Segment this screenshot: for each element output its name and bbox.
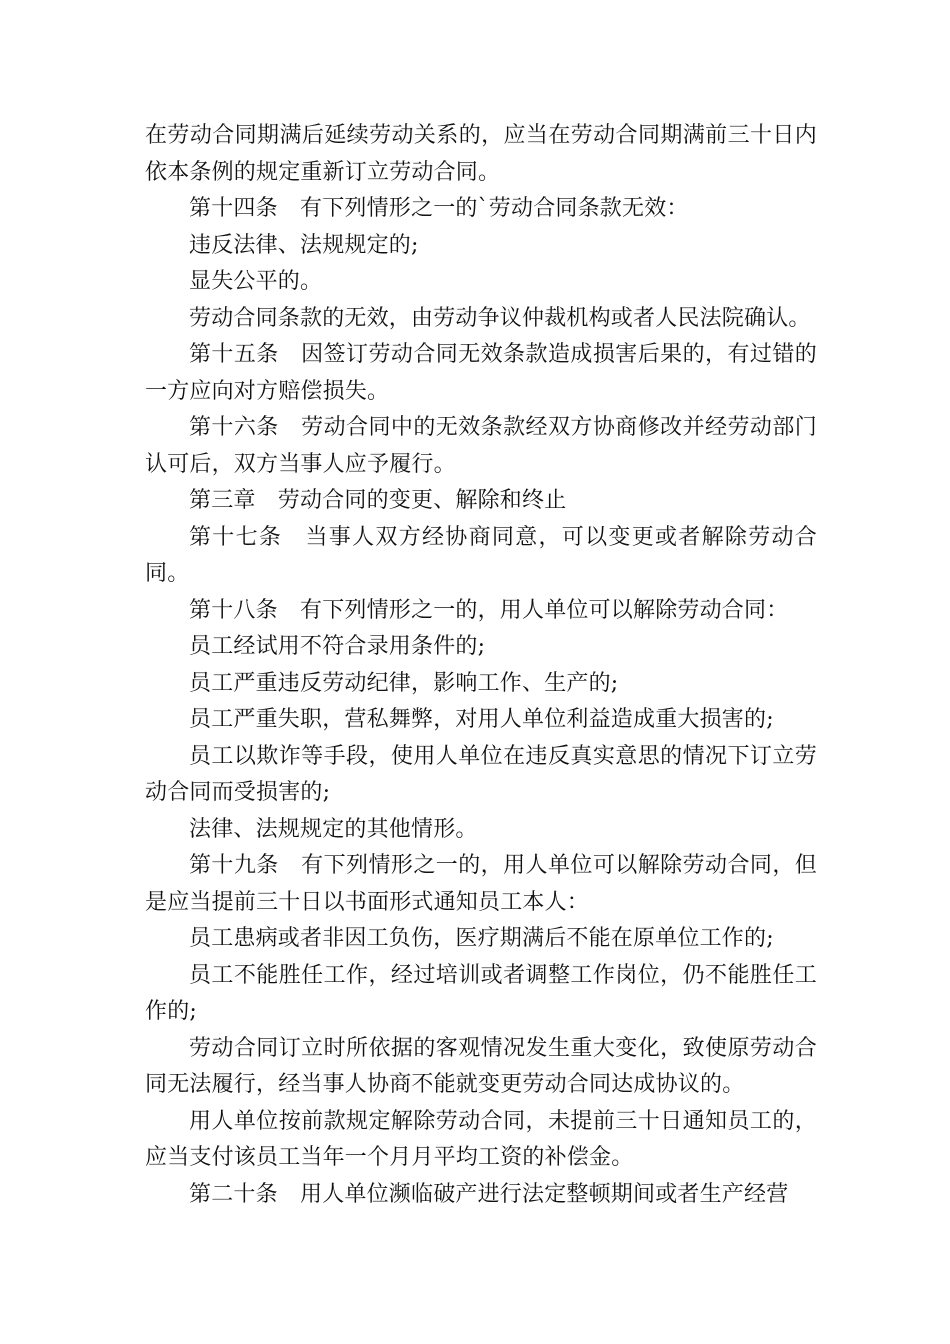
paragraph: 员工严重失职，营私舞弊，对用人单位利益造成重大损害的; bbox=[189, 707, 774, 732]
paragraph: 第三章 劳动合同的变更、解除和终止 bbox=[189, 488, 567, 513]
paragraph: 在劳动合同期满后延续劳动关系的，应当在劳动合同期满前三十日内依本条例的规定重新订立劳动合同。 bbox=[145, 123, 817, 185]
paragraph: 劳动合同订立时所依据的客观情况发生重大变化，致使原劳动合同无法履行，经当事人协商不能就变更劳动合同达成协议的。 bbox=[145, 1035, 817, 1097]
paragraph: 第十五条 因签订劳动合同无效条款造成损害后果的，有过错的一方应向对方赔偿损失。 bbox=[145, 342, 817, 404]
paragraph: 违反法律、法规规定的; bbox=[189, 232, 419, 258]
paragraph: 员工患病或者非因工负伤，医疗期满后不能在原单位工作的; bbox=[189, 926, 774, 951]
paragraph: 第十八条 有下列情形之一的，用人单位可以解除劳动合同： bbox=[189, 597, 789, 623]
paragraph: 显失公平的。 bbox=[189, 269, 323, 294]
paragraph: 员工不能胜任工作，经过培训或者调整工作岗位，仍不能胜任工作的; bbox=[145, 962, 817, 1024]
paragraph: 员工以欺诈等手段，使用人单位在违反真实意思的情况下订立劳动合同而受损害的; bbox=[145, 743, 817, 805]
paragraph: 法律、法规规定的其他情形。 bbox=[189, 816, 478, 842]
paragraph: 第十六条 劳动合同中的无效条款经双方协商修改并经劳动部门认可后，双方当事人应予履行。 bbox=[145, 415, 817, 477]
paragraph: 第十七条 当事人双方经协商同意，可以变更或者解除劳动合同。 bbox=[145, 524, 817, 586]
paragraph: 员工经试用不符合录用条件的; bbox=[189, 634, 486, 659]
paragraph: 第十九条 有下列情形之一的，用人单位可以解除劳动合同，但是应当提前三十日以书面形式通知员工本人： bbox=[145, 853, 817, 915]
paragraph: 员工严重违反劳动纪律，影响工作、生产的; bbox=[189, 670, 619, 696]
paragraph: 劳动合同条款的无效，由劳动争议仲裁机构或者人民法院确认。 bbox=[189, 305, 811, 331]
paragraph: 用人单位按前款规定解除劳动合同，未提前三十日通知员工的，应当支付该员工当年一个月月平均工资的补偿金。 bbox=[145, 1108, 817, 1170]
paragraph: 第二十条 用人单位濒临破产进行法定整顿期间或者生产经营 bbox=[189, 1181, 789, 1207]
document-page bbox=[145, 118, 817, 1213]
paragraph: 第十四条 有下列情形之一的`劳动合同条款无效： bbox=[189, 196, 689, 221]
